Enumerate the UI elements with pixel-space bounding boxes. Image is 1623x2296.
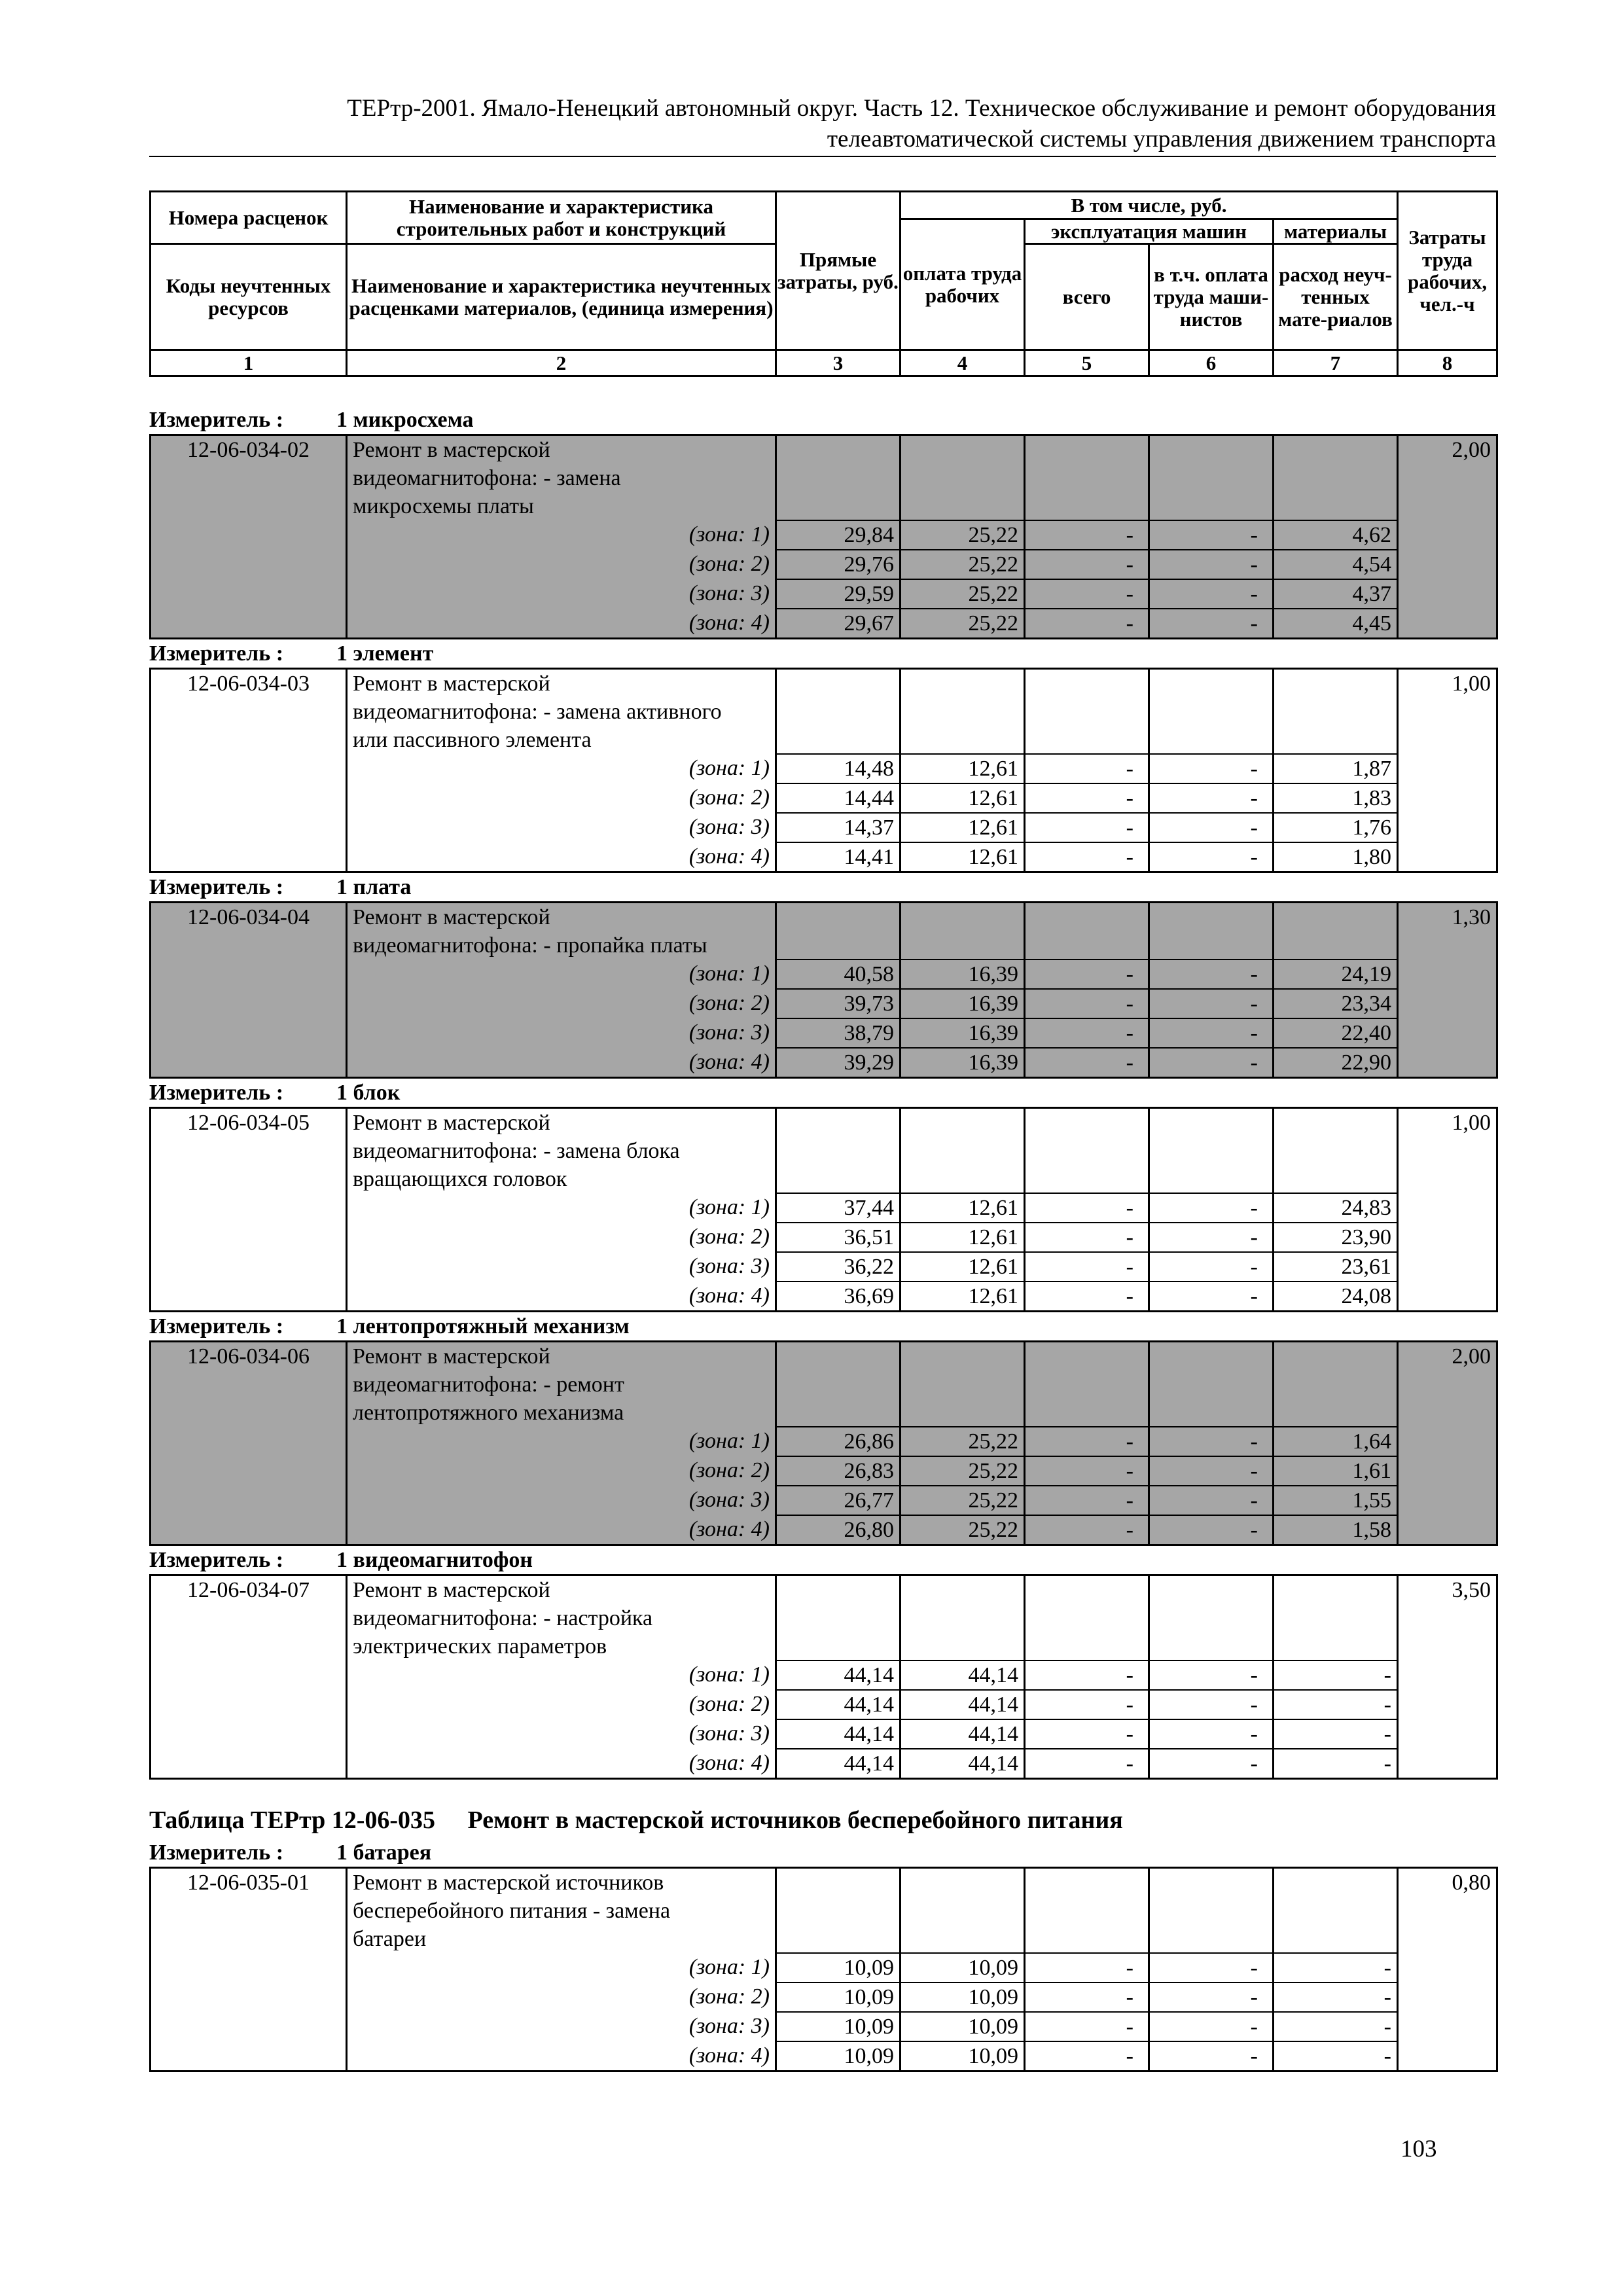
machinist-wage: - (1149, 1193, 1274, 1223)
worker-wage: 44,14 (901, 1749, 1025, 1779)
material-cost: - (1274, 2041, 1398, 2072)
measure-label: Измеритель : (149, 1081, 284, 1105)
zone-label: (зона: 3) (347, 1486, 776, 1515)
material-cost: 23,61 (1274, 1252, 1398, 1282)
machinist-wage: - (1149, 1515, 1274, 1545)
zone-label: (зона: 3) (347, 813, 776, 842)
worker-wage: 25,22 (901, 1515, 1025, 1545)
zone-label: (зона: 3) (347, 579, 776, 609)
direct-cost: 26,86 (776, 1427, 901, 1456)
worker-wage: 25,22 (901, 1486, 1025, 1515)
worker-wage: 12,61 (901, 1282, 1025, 1312)
direct-cost: 26,77 (776, 1486, 901, 1515)
direct-cost: 44,14 (776, 1690, 901, 1719)
work-name-line: Ремонт в мастерской (347, 903, 776, 932)
col-header-materials: материалы (1274, 219, 1398, 244)
worker-wage: 25,22 (901, 1427, 1025, 1456)
worker-wage: 25,22 (901, 579, 1025, 609)
machinist-wage: - (1149, 520, 1274, 550)
worker-wage: 44,14 (901, 1719, 1025, 1749)
col-header-direct-costs: Прямые затраты, руб. (776, 192, 901, 350)
worker-wage: 12,61 (901, 754, 1025, 783)
work-name-line: Ремонт в мастерской (347, 1108, 776, 1138)
worker-wage: 25,22 (901, 550, 1025, 579)
table-code: Таблица ТЕРтр 12-06-035 (149, 1806, 436, 1834)
material-cost: 24,19 (1274, 960, 1398, 989)
worker-wage: 12,61 (901, 1223, 1025, 1252)
worker-wage: 12,61 (901, 1252, 1025, 1282)
material-cost: 23,90 (1274, 1223, 1398, 1252)
rate-table (149, 668, 1498, 873)
machine-cost: - (1025, 1660, 1149, 1690)
rate-table (149, 434, 1498, 639)
direct-cost: 39,73 (776, 989, 901, 1018)
rate-code: 12-06-035-01 (151, 1868, 347, 1954)
material-cost: 4,54 (1274, 550, 1398, 579)
machine-cost: - (1025, 579, 1149, 609)
rate-code: 12-06-034-03 (151, 669, 347, 755)
machine-cost: - (1025, 1690, 1149, 1719)
worker-wage: 25,22 (901, 520, 1025, 550)
work-name-line: видеомагнитофона: - замена активного (347, 698, 776, 726)
direct-cost: 38,79 (776, 1018, 901, 1048)
machine-cost: - (1025, 1456, 1149, 1486)
zone-label: (зона: 4) (347, 842, 776, 872)
labor-cost: 2,00 (1398, 435, 1497, 521)
table-column-header (149, 190, 1498, 377)
machinist-wage: - (1149, 1223, 1274, 1252)
machine-cost: - (1025, 1252, 1149, 1282)
machine-cost: - (1025, 754, 1149, 783)
measure-unit: 1 лентопротяжный механизм (336, 1314, 630, 1338)
machine-cost: - (1025, 1018, 1149, 1048)
col-header-unaccounted-materials: расход неуч-тенных мате-риалов (1274, 244, 1398, 350)
work-name-line: Ремонт в мастерской (347, 1342, 776, 1371)
machine-cost: - (1025, 1048, 1149, 1078)
direct-cost: 26,83 (776, 1456, 901, 1486)
measure-row (149, 1546, 1496, 1574)
machine-cost: - (1025, 1749, 1149, 1779)
col-number: 4 (901, 350, 1025, 376)
machinist-wage: - (1149, 1282, 1274, 1312)
work-name-line: Ремонт в мастерской (347, 1575, 776, 1605)
zone-label: (зона: 4) (347, 1749, 776, 1779)
material-cost: 1,87 (1274, 754, 1398, 783)
direct-cost: 14,44 (776, 783, 901, 813)
worker-wage: 16,39 (901, 1048, 1025, 1078)
direct-cost: 36,69 (776, 1282, 901, 1312)
material-cost: 1,76 (1274, 813, 1398, 842)
measure-unit: 1 блок (336, 1081, 401, 1105)
col-header-material-name: Наименование и характеристика неучтенных расценками материалов, (единица измерения) (347, 244, 776, 350)
measure-row (149, 1839, 1496, 1867)
col-header-machines: эксплуатация машин (1025, 219, 1274, 244)
machinist-wage: - (1149, 1953, 1274, 1982)
measure-label: Измеритель : (149, 875, 284, 899)
direct-cost: 37,44 (776, 1193, 901, 1223)
zone-label: (зона: 4) (347, 1048, 776, 1078)
worker-wage: 44,14 (901, 1690, 1025, 1719)
worker-wage: 10,09 (901, 1953, 1025, 1982)
machinist-wage: - (1149, 550, 1274, 579)
direct-cost: 39,29 (776, 1048, 901, 1078)
table-title (149, 1802, 1496, 1839)
work-name-line: лентопротяжного механизма (347, 1399, 776, 1427)
zone-label: (зона: 3) (347, 1252, 776, 1282)
direct-cost: 44,14 (776, 1660, 901, 1690)
direct-cost: 29,67 (776, 609, 901, 639)
machinist-wage: - (1149, 1486, 1274, 1515)
labor-cost: 1,00 (1398, 1108, 1497, 1194)
measure-row (149, 1312, 1496, 1340)
worker-wage: 16,39 (901, 960, 1025, 989)
page-number: 103 (1400, 2136, 1437, 2162)
material-cost: - (1274, 1660, 1398, 1690)
direct-cost: 40,58 (776, 960, 901, 989)
col-number: 2 (347, 350, 776, 376)
machine-cost: - (1025, 1282, 1149, 1312)
material-cost: - (1274, 1719, 1398, 1749)
rate-table (149, 1340, 1498, 1546)
rate-table (149, 1107, 1498, 1312)
work-name-line: Ремонт в мастерской (347, 435, 776, 465)
material-cost: 4,37 (1274, 579, 1398, 609)
machinist-wage: - (1149, 1690, 1274, 1719)
col-header-labor-costs: Затраты труда рабочих, чел.-ч (1398, 192, 1497, 350)
measure-unit: 1 плата (336, 875, 412, 899)
material-cost: 23,34 (1274, 989, 1398, 1018)
work-name-line: Ремонт в мастерской источников (347, 1868, 776, 1897)
direct-cost: 10,09 (776, 2041, 901, 2072)
direct-cost: 36,22 (776, 1252, 901, 1282)
material-cost: 1,83 (1274, 783, 1398, 813)
material-cost: 24,83 (1274, 1193, 1398, 1223)
work-name-line: батареи (347, 1925, 776, 1953)
worker-wage: 16,39 (901, 989, 1025, 1018)
worker-wage: 10,09 (901, 2012, 1025, 2041)
worker-wage: 44,14 (901, 1660, 1025, 1690)
material-cost: 24,08 (1274, 1282, 1398, 1312)
zone-label: (зона: 4) (347, 1282, 776, 1312)
rate-code: 12-06-034-05 (151, 1108, 347, 1194)
material-cost: 1,80 (1274, 842, 1398, 872)
work-name-line: видеомагнитофона: - замена (347, 464, 776, 492)
work-name-line: вращающихся головок (347, 1165, 776, 1193)
machinist-wage: - (1149, 1982, 1274, 2012)
worker-wage: 25,22 (901, 1456, 1025, 1486)
rate-group-12-06-035 (149, 1839, 1496, 2072)
col-header-work-name: Наименование и характеристика строительных работ и конструкций (347, 192, 776, 244)
rate-code: 12-06-034-06 (151, 1342, 347, 1427)
col-number: 7 (1274, 350, 1398, 376)
work-name-line: видеомагнитофона: - настройка (347, 1604, 776, 1632)
material-cost: - (1274, 1749, 1398, 1779)
zone-label: (зона: 1) (347, 1193, 776, 1223)
col-number: 5 (1025, 350, 1149, 376)
zone-label: (зона: 2) (347, 1456, 776, 1486)
work-name-line: микросхемы платы (347, 492, 776, 520)
col-header-including: В том числе, руб. (901, 192, 1398, 219)
machine-cost: - (1025, 989, 1149, 1018)
machinist-wage: - (1149, 783, 1274, 813)
rate-table (149, 1574, 1498, 1780)
zone-label: (зона: 3) (347, 1719, 776, 1749)
machinist-wage: - (1149, 1252, 1274, 1282)
col-number: 6 (1149, 350, 1274, 376)
measure-row (149, 639, 1496, 668)
direct-cost: 14,37 (776, 813, 901, 842)
direct-cost: 36,51 (776, 1223, 901, 1252)
measure-label: Измеритель : (149, 1314, 284, 1338)
worker-wage: 12,61 (901, 1193, 1025, 1223)
worker-wage: 10,09 (901, 1982, 1025, 2012)
measure-row (149, 1079, 1496, 1107)
work-name-line: бесперебойного питания - замена (347, 1897, 776, 1925)
machinist-wage: - (1149, 1660, 1274, 1690)
measure-label: Измеритель : (149, 1840, 284, 1865)
machinist-wage: - (1149, 2012, 1274, 2041)
machine-cost: - (1025, 2041, 1149, 2072)
machine-cost: - (1025, 1193, 1149, 1223)
zone-label: (зона: 1) (347, 754, 776, 783)
material-cost: - (1274, 1982, 1398, 2012)
material-cost: - (1274, 2012, 1398, 2041)
zone-label: (зона: 3) (347, 2012, 776, 2041)
direct-cost: 10,09 (776, 2012, 901, 2041)
direct-cost: 29,84 (776, 520, 901, 550)
zone-label: (зона: 3) (347, 1018, 776, 1048)
material-cost: 4,45 (1274, 609, 1398, 639)
measure-label: Измеритель : (149, 1548, 284, 1572)
zone-label: (зона: 2) (347, 1982, 776, 2012)
machinist-wage: - (1149, 1719, 1274, 1749)
col-number: 1 (151, 350, 347, 376)
rate-table (149, 1867, 1498, 2072)
labor-cost: 2,00 (1398, 1342, 1497, 1427)
direct-cost: 10,09 (776, 1953, 901, 1982)
labor-cost: 3,50 (1398, 1575, 1497, 1661)
machinist-wage: - (1149, 1427, 1274, 1456)
direct-cost: 14,41 (776, 842, 901, 872)
machinist-wage: - (1149, 1749, 1274, 1779)
measure-unit: 1 элемент (336, 641, 434, 666)
col-header-resource-codes: Коды неучтенных ресурсов (151, 244, 347, 350)
measure-unit: 1 батарея (336, 1840, 432, 1865)
material-cost: 22,90 (1274, 1048, 1398, 1078)
col-header-rate-numbers: Номера расценок (151, 192, 347, 244)
work-name-line: или пассивного элемента (347, 726, 776, 754)
col-header-worker-wages: оплата труда рабочих (901, 219, 1025, 350)
zone-label: (зона: 2) (347, 1690, 776, 1719)
worker-wage: 12,61 (901, 813, 1025, 842)
machinist-wage: - (1149, 579, 1274, 609)
col-header-machines-total: всего (1025, 244, 1149, 350)
rate-group-12-06-034 (149, 406, 1496, 1780)
direct-cost: 26,80 (776, 1515, 901, 1545)
header-line-1: ТЕРтр-2001. Ямало-Ненецкий автономный округ. Часть 12. Техническое обслуживание и ремонт оборудования (347, 95, 1496, 122)
machinist-wage: - (1149, 1456, 1274, 1486)
material-cost: 1,58 (1274, 1515, 1398, 1545)
machine-cost: - (1025, 1427, 1149, 1456)
machine-cost: - (1025, 842, 1149, 872)
table-caption: Ремонт в мастерской источников бесперебойного питания (467, 1806, 1123, 1834)
col-number: 3 (776, 350, 901, 376)
running-header (149, 93, 1496, 157)
zone-label: (зона: 4) (347, 2041, 776, 2072)
material-cost: 1,61 (1274, 1456, 1398, 1486)
zone-label: (зона: 1) (347, 1427, 776, 1456)
machinist-wage: - (1149, 813, 1274, 842)
work-name-line: Ремонт в мастерской (347, 669, 776, 698)
machine-cost: - (1025, 520, 1149, 550)
rate-code: 12-06-034-07 (151, 1575, 347, 1661)
direct-cost: 29,59 (776, 579, 901, 609)
zone-label: (зона: 1) (347, 1953, 776, 1982)
machine-cost: - (1025, 960, 1149, 989)
direct-cost: 14,48 (776, 754, 901, 783)
machinist-wage: - (1149, 2041, 1274, 2072)
measure-row (149, 873, 1496, 901)
zone-label: (зона: 4) (347, 609, 776, 639)
worker-wage: 12,61 (901, 842, 1025, 872)
labor-cost: 0,80 (1398, 1868, 1497, 1954)
zone-label: (зона: 2) (347, 783, 776, 813)
machinist-wage: - (1149, 842, 1274, 872)
machine-cost: - (1025, 813, 1149, 842)
machine-cost: - (1025, 2012, 1149, 2041)
machinist-wage: - (1149, 609, 1274, 639)
measure-label: Измеритель : (149, 641, 284, 666)
zone-label: (зона: 4) (347, 1515, 776, 1545)
rate-code: 12-06-034-04 (151, 903, 347, 960)
direct-cost: 10,09 (776, 1982, 901, 2012)
labor-cost: 1,30 (1398, 903, 1497, 960)
work-name-line: видеомагнитофона: - пропайка платы (347, 931, 776, 960)
machine-cost: - (1025, 1982, 1149, 2012)
header-line-2: телеавтоматической системы управления движением транспорта (827, 126, 1496, 152)
direct-cost: 29,76 (776, 550, 901, 579)
measure-row (149, 406, 1496, 434)
machinist-wage: - (1149, 1048, 1274, 1078)
material-cost: - (1274, 1690, 1398, 1719)
machine-cost: - (1025, 1486, 1149, 1515)
machine-cost: - (1025, 609, 1149, 639)
col-header-machinist-wages: в т.ч. оплата труда маши-нистов (1149, 244, 1274, 350)
col-number: 8 (1398, 350, 1497, 376)
work-name-line: электрических параметров (347, 1632, 776, 1660)
machine-cost: - (1025, 1223, 1149, 1252)
zone-label: (зона: 1) (347, 960, 776, 989)
machine-cost: - (1025, 1719, 1149, 1749)
measure-unit: 1 видеомагнитофон (336, 1548, 533, 1572)
rate-sections (149, 406, 1496, 2072)
rate-code: 12-06-034-02 (151, 435, 347, 521)
machinist-wage: - (1149, 754, 1274, 783)
work-name-line: видеомагнитофона: - замена блока (347, 1137, 776, 1165)
direct-cost: 44,14 (776, 1719, 901, 1749)
material-cost: - (1274, 1953, 1398, 1982)
machinist-wage: - (1149, 989, 1274, 1018)
machine-cost: - (1025, 1953, 1149, 1982)
work-name-line: видеомагнитофона: - ремонт (347, 1371, 776, 1399)
material-cost: 1,64 (1274, 1427, 1398, 1456)
rate-table (149, 901, 1498, 1079)
machine-cost: - (1025, 783, 1149, 813)
machinist-wage: - (1149, 1018, 1274, 1048)
zone-label: (зона: 1) (347, 1660, 776, 1690)
direct-cost: 44,14 (776, 1749, 901, 1779)
worker-wage: 10,09 (901, 2041, 1025, 2072)
worker-wage: 25,22 (901, 609, 1025, 639)
material-cost: 1,55 (1274, 1486, 1398, 1515)
zone-label: (зона: 2) (347, 550, 776, 579)
machine-cost: - (1025, 550, 1149, 579)
worker-wage: 16,39 (901, 1018, 1025, 1048)
material-cost: 22,40 (1274, 1018, 1398, 1048)
zone-label: (зона: 1) (347, 520, 776, 550)
measure-unit: 1 микросхема (336, 408, 474, 432)
zone-label: (зона: 2) (347, 989, 776, 1018)
machinist-wage: - (1149, 960, 1274, 989)
material-cost: 4,62 (1274, 520, 1398, 550)
worker-wage: 12,61 (901, 783, 1025, 813)
measure-label: Измеритель : (149, 408, 284, 432)
labor-cost: 1,00 (1398, 669, 1497, 755)
machine-cost: - (1025, 1515, 1149, 1545)
zone-label: (зона: 2) (347, 1223, 776, 1252)
